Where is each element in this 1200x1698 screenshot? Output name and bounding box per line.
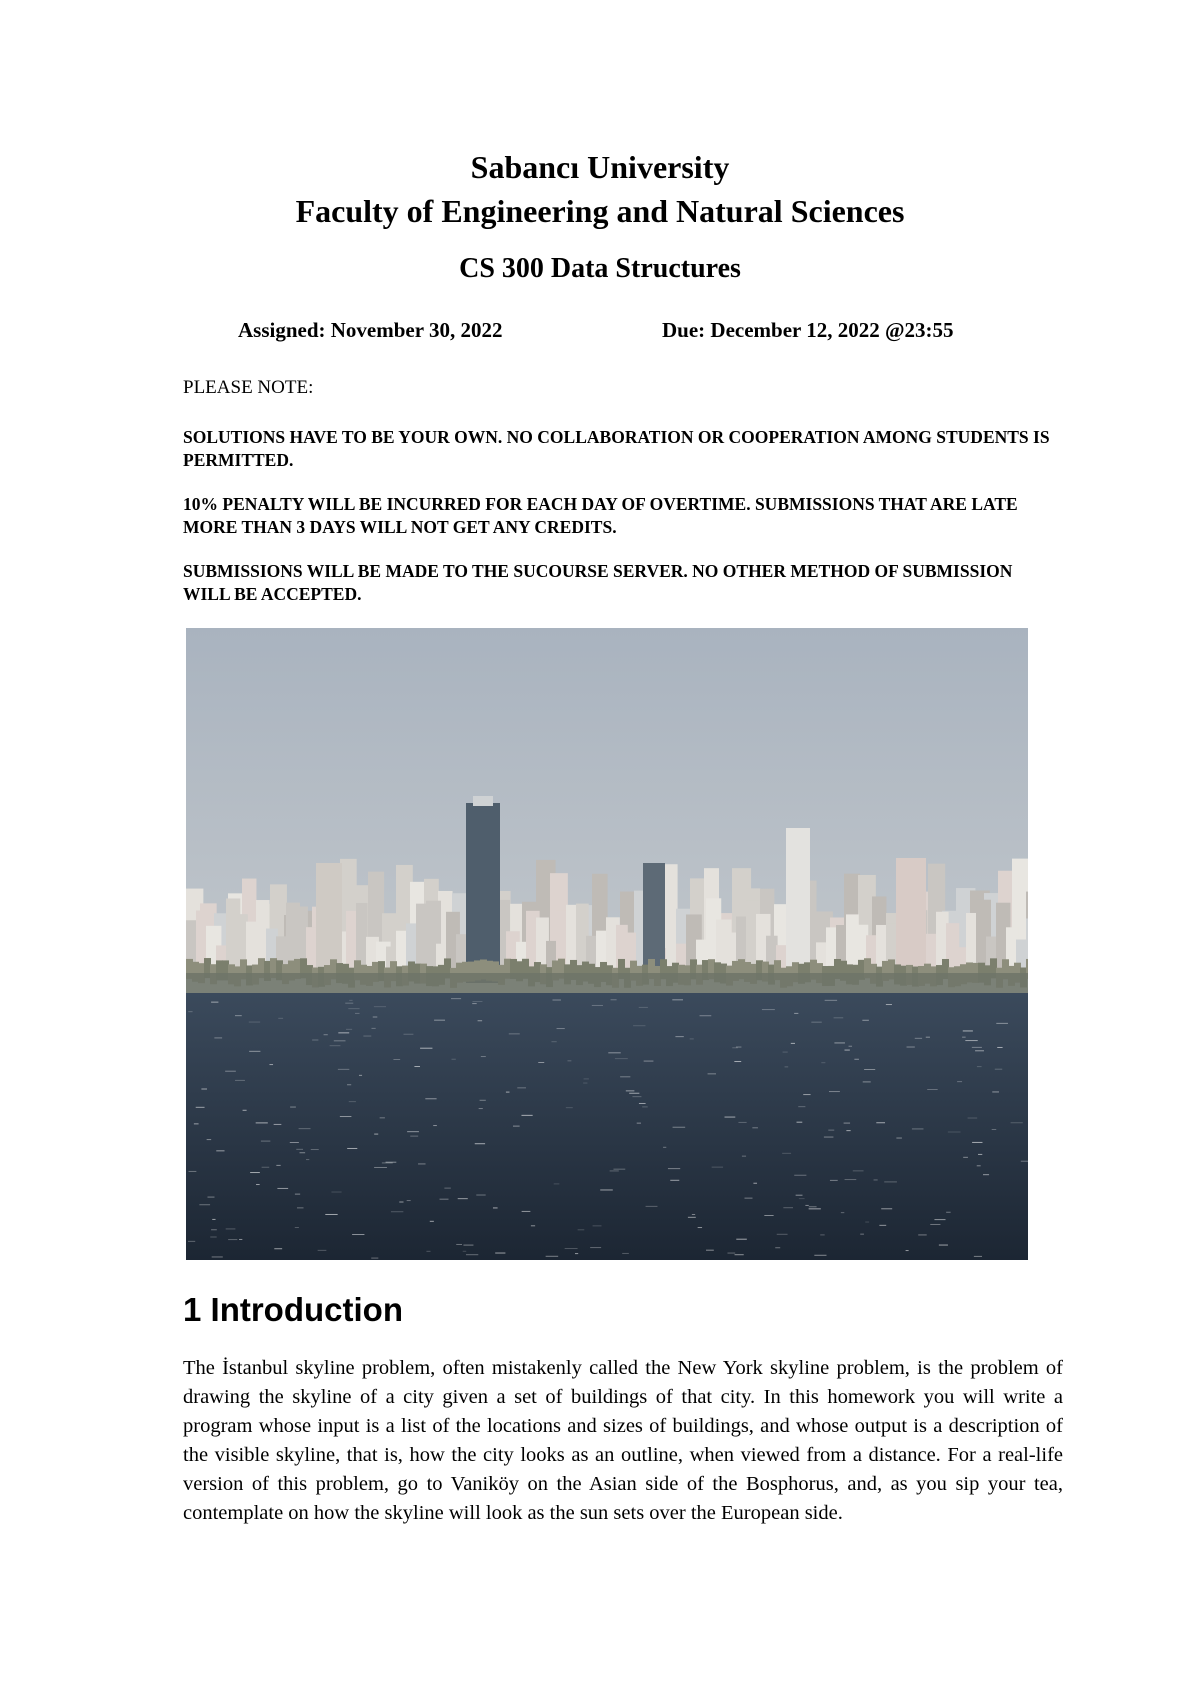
photo-wave	[475, 1143, 485, 1144]
photo-wave	[700, 1015, 712, 1016]
photo-wave	[809, 1208, 821, 1209]
photo-wave	[374, 1134, 378, 1135]
photo-wave	[228, 1239, 237, 1240]
photo-wave	[575, 1253, 578, 1254]
photo-wave	[212, 1256, 223, 1257]
photo-wave	[783, 1052, 788, 1053]
photo-wave	[698, 1227, 702, 1228]
photo-wave	[874, 1179, 878, 1180]
photo-wave	[753, 1183, 757, 1184]
photo-wave	[611, 999, 617, 1000]
photo-wave	[798, 1106, 805, 1107]
photo-wave	[725, 1117, 736, 1118]
photo-wave	[633, 1025, 645, 1026]
photo-wave	[820, 1234, 824, 1235]
photo-wave	[297, 1207, 304, 1208]
photo-wave	[578, 1229, 585, 1230]
photo-wave	[407, 1200, 411, 1201]
photo-wave	[912, 1128, 924, 1129]
document-header	[0, 145, 1200, 287]
photo-wave	[884, 1181, 897, 1182]
photo-wave	[736, 1239, 747, 1240]
photo-wave	[312, 1040, 318, 1041]
photo-wave	[834, 1017, 844, 1018]
skyline-photo-drawing	[186, 628, 1028, 1260]
photo-wave	[744, 1198, 752, 1199]
photo-wave	[886, 1004, 892, 1005]
photo-wave	[983, 1174, 989, 1175]
photo-wave	[296, 1149, 303, 1150]
photo-wave	[522, 1211, 531, 1212]
photo-wave	[620, 1076, 630, 1077]
photo-wave	[926, 1037, 930, 1038]
photo-wave	[613, 1169, 625, 1170]
photo-wave	[371, 1028, 375, 1029]
photo-wave	[845, 1050, 850, 1051]
photo-wave	[675, 1036, 683, 1037]
photo-wave	[420, 1048, 432, 1049]
photo-wave	[934, 1219, 945, 1220]
photo-wave	[626, 1090, 635, 1091]
photo-building	[466, 803, 500, 983]
photo-wave	[318, 1250, 327, 1251]
photo-wave	[239, 1239, 242, 1240]
photo-wave	[644, 1061, 654, 1062]
photo-wave	[345, 1003, 353, 1004]
photo-wave	[371, 1258, 378, 1259]
photo-wave	[610, 1170, 619, 1171]
photo-wave	[782, 1153, 791, 1154]
photo-wave	[862, 1020, 869, 1021]
photo-wave	[472, 1003, 476, 1004]
photo-wave	[347, 1084, 351, 1085]
photo-wave	[403, 1034, 413, 1035]
photo-wave	[340, 1116, 352, 1117]
photo-wave	[480, 1100, 486, 1101]
photo-wave	[939, 1245, 948, 1246]
photo-wave	[216, 1150, 224, 1151]
photo-wave	[706, 1250, 714, 1251]
photo-wave	[256, 1122, 268, 1123]
photo-wave	[975, 1050, 984, 1051]
photo-shoreline	[186, 973, 1028, 995]
photo-wave	[410, 1136, 418, 1137]
photo-wave	[295, 1227, 299, 1228]
photo-wave	[764, 1215, 773, 1216]
photo-wave	[478, 1020, 483, 1021]
photo-wave	[276, 1165, 280, 1166]
photo-wave	[194, 1123, 199, 1124]
faculty-name: Faculty of Engineering and Natural Sciences	[295, 193, 905, 229]
photo-wave	[538, 1062, 544, 1063]
photo-wave	[374, 1167, 387, 1168]
skyline-photo	[186, 628, 1028, 1260]
photo-wave	[199, 1204, 210, 1205]
photo-wave	[977, 1165, 981, 1166]
photo-wave	[846, 1130, 850, 1131]
photo-wave	[311, 1149, 319, 1150]
photo-wave	[235, 1015, 242, 1016]
photo-wave	[791, 1043, 795, 1044]
photo-wave	[712, 1167, 723, 1168]
photo-wave	[373, 1017, 378, 1018]
photo-wave	[552, 1000, 560, 1001]
photo-wave	[608, 1052, 620, 1053]
photo-wave	[896, 1138, 902, 1139]
photo-wave	[997, 1047, 1002, 1048]
photo-wave	[963, 1157, 968, 1158]
photo-wave	[352, 1234, 364, 1235]
photo-wave	[295, 1194, 300, 1195]
photo-wave	[841, 1212, 844, 1213]
photo-wave	[668, 1168, 680, 1169]
photo-wave	[853, 1170, 864, 1171]
photo-wave	[278, 1018, 283, 1019]
photo-wave	[274, 1124, 282, 1125]
photo-wave	[349, 1101, 356, 1102]
photo-wave	[261, 1141, 270, 1142]
photo-wave	[331, 1192, 341, 1193]
photo-wave	[962, 1037, 966, 1038]
photo-wave	[663, 1147, 666, 1148]
photo-wave	[977, 1066, 982, 1067]
photo-wave	[463, 1245, 473, 1246]
photo-wave	[809, 1206, 817, 1207]
photo-wave	[794, 1175, 806, 1176]
photo-wave	[797, 1122, 803, 1123]
photo-wave	[325, 1214, 337, 1215]
photo-wave	[974, 1256, 982, 1257]
photo-wave	[472, 1001, 482, 1002]
photo-wave	[347, 1148, 357, 1149]
photo-wave	[918, 1234, 926, 1235]
photo-wave	[639, 1103, 646, 1104]
photo-wave	[879, 1225, 886, 1226]
photo-wave	[845, 1179, 857, 1180]
photo-wave	[380, 1117, 385, 1118]
photo-wave	[188, 1241, 195, 1242]
photo-wave	[506, 1092, 510, 1093]
photo-wave	[531, 1225, 535, 1226]
photo-wave	[521, 1115, 532, 1116]
photo-wave	[734, 1061, 741, 1062]
photo-wave	[452, 1059, 456, 1060]
photo-wave	[444, 1188, 450, 1189]
photo-wave	[692, 1214, 695, 1215]
photo-wave	[393, 1059, 400, 1060]
photo-wave	[632, 1096, 641, 1097]
photo-wave	[670, 1180, 679, 1181]
photo-building	[473, 796, 493, 806]
photo-wave	[509, 1033, 520, 1034]
note-item: SOLUTIONS HAVE TO BE YOUR OWN. NO COLLABORATION OR COOPERATION AMONG STUDENTS IS PERMITTED.	[183, 427, 1050, 470]
photo-wave	[433, 1125, 437, 1126]
photo-wave	[476, 1195, 485, 1196]
photo-wave	[225, 1071, 236, 1072]
photo-wave	[382, 1162, 393, 1163]
photo-wave	[777, 1234, 788, 1235]
photo-wave	[249, 1022, 260, 1023]
photo-wave	[546, 1256, 559, 1257]
photo-wave	[262, 1167, 270, 1168]
photo-wave	[948, 1131, 961, 1132]
photo-wave	[300, 1152, 306, 1153]
photo-wave	[426, 1251, 430, 1252]
photo-wave	[864, 1069, 875, 1070]
photo-wave	[708, 1073, 716, 1074]
photo-wave	[430, 1221, 434, 1222]
photo-wave	[927, 1089, 937, 1090]
photo-wave	[334, 1040, 346, 1041]
section-title: 1 Introduction	[183, 1291, 403, 1328]
photo-wave	[915, 1038, 922, 1039]
photo-wave	[565, 1248, 578, 1249]
photo-wave	[256, 1184, 260, 1185]
photo-wave	[834, 1042, 845, 1043]
photo-wave	[828, 1130, 834, 1131]
photo-wave	[946, 1212, 950, 1213]
photo-wave	[799, 1198, 805, 1199]
photo-wave	[996, 1023, 1008, 1024]
photo-wave	[584, 1078, 589, 1079]
photo-wave	[277, 1188, 288, 1189]
photo-wave	[736, 1047, 741, 1048]
photo-wave	[479, 1108, 483, 1109]
photo-wave	[796, 1195, 803, 1196]
photo-wave	[456, 1244, 462, 1245]
photo-wave	[451, 998, 461, 999]
photo-wave	[775, 1247, 780, 1248]
photo-wave	[794, 1013, 798, 1014]
photo-sea	[186, 993, 1028, 1260]
photo-wave	[495, 1253, 505, 1254]
photo-wave	[824, 1137, 834, 1138]
photo-wave	[567, 1060, 571, 1061]
photo-wave	[972, 1047, 982, 1048]
photo-wave	[374, 1006, 386, 1007]
photo-wave	[391, 1211, 403, 1212]
photo-wave	[290, 1107, 296, 1108]
photo-wave	[517, 1087, 526, 1088]
photo-wave	[551, 1041, 556, 1042]
introduction-paragraph: The İstanbul skyline problem, often mistakenly called the New York skyline problem, is the problem of drawing the skyline of a city given a set of buildings of that city. In this homework you will write a program whose input is a list of the locations and sizes of buildings, and whose output is a description of the visible skyline, that is, how the city looks as an outline, when viewed from a distance. For a real-life version of this problem, go to Vaniköy on the Asian side of the Bosphorus, and, as you sip your tea, contemplate on how the skyline will look as the sun sets over the European side.	[183, 1357, 1063, 1524]
photo-wave	[226, 1228, 236, 1229]
photo-wave	[688, 1217, 696, 1218]
university-name: Sabancı University	[470, 149, 730, 185]
photo-wave	[1011, 1122, 1023, 1123]
note-item: SUBMISSIONS WILL BE MADE TO THE SUCOURSE SERVER. NO OTHER METHOD OF SUBMISSION WILL BE ACCEPTED.	[183, 561, 1013, 604]
photo-wave	[690, 1038, 694, 1039]
photo-wave	[189, 1171, 197, 1172]
photo-wave	[629, 1093, 639, 1094]
photo-wave	[906, 1250, 909, 1251]
photo-wave	[207, 1197, 214, 1198]
photo-wave	[346, 1029, 352, 1030]
photo-wave	[637, 1123, 641, 1124]
photo-wave	[1021, 1161, 1028, 1162]
photo-wave	[821, 1062, 825, 1063]
photo-wave	[829, 1091, 840, 1092]
photo-wave	[211, 1229, 217, 1230]
photo-wave	[811, 1022, 821, 1023]
photo-wave	[805, 1205, 808, 1206]
photo-wave	[466, 1254, 478, 1255]
photo-wave	[399, 1202, 403, 1203]
photo-wave	[211, 1002, 218, 1003]
photo-wave	[243, 1110, 247, 1111]
photo-wave	[992, 1129, 997, 1130]
photo-wave	[844, 1123, 850, 1124]
please-note-heading: PLEASE NOTE:	[183, 377, 314, 398]
photo-wave	[481, 1056, 486, 1057]
assigned-date: Assigned: November 30, 2022	[238, 318, 503, 342]
photo-wave	[207, 1139, 212, 1140]
photo-wave	[363, 1036, 371, 1037]
photo-wave	[590, 1247, 601, 1248]
photo-wave	[458, 1198, 468, 1199]
photo-wave	[425, 1098, 436, 1099]
photo-wave	[583, 1083, 587, 1084]
photo-wave	[214, 1037, 222, 1038]
photo-wave	[299, 1128, 311, 1129]
photo-wave	[957, 1081, 962, 1082]
photo-wave	[188, 1011, 192, 1012]
photo-wave	[995, 1069, 1002, 1070]
photo-wave	[210, 1236, 216, 1237]
photo-wave	[752, 1127, 758, 1128]
photo-wave	[963, 1030, 973, 1031]
photo-wave	[735, 1254, 744, 1255]
photo-wave	[785, 1066, 789, 1067]
photo-wave	[742, 1156, 746, 1157]
photo-wave	[359, 1075, 362, 1076]
photo-wave	[783, 1207, 793, 1208]
photo-wave	[338, 1069, 349, 1070]
photo-wave	[338, 1032, 349, 1033]
photo-wave	[860, 1234, 864, 1235]
photo-building	[786, 828, 810, 978]
photo-wave	[414, 1066, 420, 1067]
photo-wave	[235, 1080, 245, 1081]
notes-block	[183, 376, 1063, 627]
photo-wave	[557, 1028, 565, 1029]
photo-wave	[854, 1059, 859, 1060]
photo-wave	[672, 999, 683, 1000]
photo-wave	[274, 1248, 282, 1249]
photo-wave	[348, 1008, 359, 1009]
note-item: 10% PENALTY WILL BE INCURRED FOR EACH DAY OF OVERTIME. SUBMISSIONS THAT ARE LATE MORE THAN 3 DAYS WILL NOT GET ANY CREDITS.	[183, 494, 1018, 537]
photo-wave	[673, 1127, 686, 1128]
course-title: CS 300 Data Structures	[459, 253, 741, 284]
photo-wave	[639, 1007, 648, 1008]
photo-wave	[881, 1208, 892, 1209]
photo-wave	[992, 1091, 999, 1092]
photo-wave	[463, 1251, 466, 1252]
photo-wave	[201, 1089, 207, 1090]
photo-wave	[566, 1107, 573, 1108]
due-date: Due: December 12, 2022 @23:55	[662, 318, 954, 342]
photo-wave	[593, 1225, 602, 1226]
photo-wave	[330, 1045, 341, 1046]
photo-wave	[825, 1000, 837, 1001]
photo-wave	[762, 1009, 775, 1010]
photo-wave	[196, 1107, 205, 1108]
photo-wave	[615, 1058, 628, 1059]
photo-wave	[250, 1172, 260, 1173]
photo-wave	[978, 1154, 982, 1155]
photo-wave	[324, 1034, 328, 1035]
photo-wave	[876, 1122, 885, 1123]
photo-wave	[738, 1122, 746, 1123]
photo-wave	[968, 1118, 978, 1119]
photo-wave	[290, 1142, 299, 1143]
photo-building	[316, 863, 342, 973]
photo-wave	[865, 1222, 869, 1223]
photo-wave	[849, 1046, 852, 1047]
photo-wave	[306, 1159, 309, 1160]
photo-wave	[349, 1000, 352, 1001]
photo-wave	[930, 1224, 940, 1225]
photo-wave	[434, 1020, 445, 1021]
photo-wave	[440, 1199, 449, 1200]
photo-wave	[907, 1047, 915, 1048]
photo-wave	[814, 1255, 826, 1256]
photo-wave	[212, 1219, 215, 1220]
photo-wave	[592, 1005, 603, 1006]
photo-wave	[642, 1106, 647, 1107]
photo-wave	[727, 1253, 735, 1254]
photo-wave	[407, 1131, 419, 1132]
photo-wave	[622, 1253, 629, 1254]
photo-wave	[355, 1013, 359, 1014]
photo-wave	[493, 1207, 498, 1208]
photo-wave	[513, 1126, 520, 1127]
photo-wave	[830, 1180, 838, 1181]
photo-wave	[646, 1206, 658, 1207]
photo-wave	[269, 1064, 273, 1065]
photo-wave	[249, 1051, 260, 1052]
photo-wave	[554, 1183, 560, 1184]
photo-wave	[418, 1163, 425, 1164]
photo-wave	[600, 1189, 613, 1190]
photo-building	[896, 858, 926, 973]
photo-wave	[803, 1094, 810, 1095]
photo-wave	[863, 1081, 871, 1082]
photo-wave	[972, 1142, 982, 1143]
photo-wave	[965, 1040, 977, 1041]
